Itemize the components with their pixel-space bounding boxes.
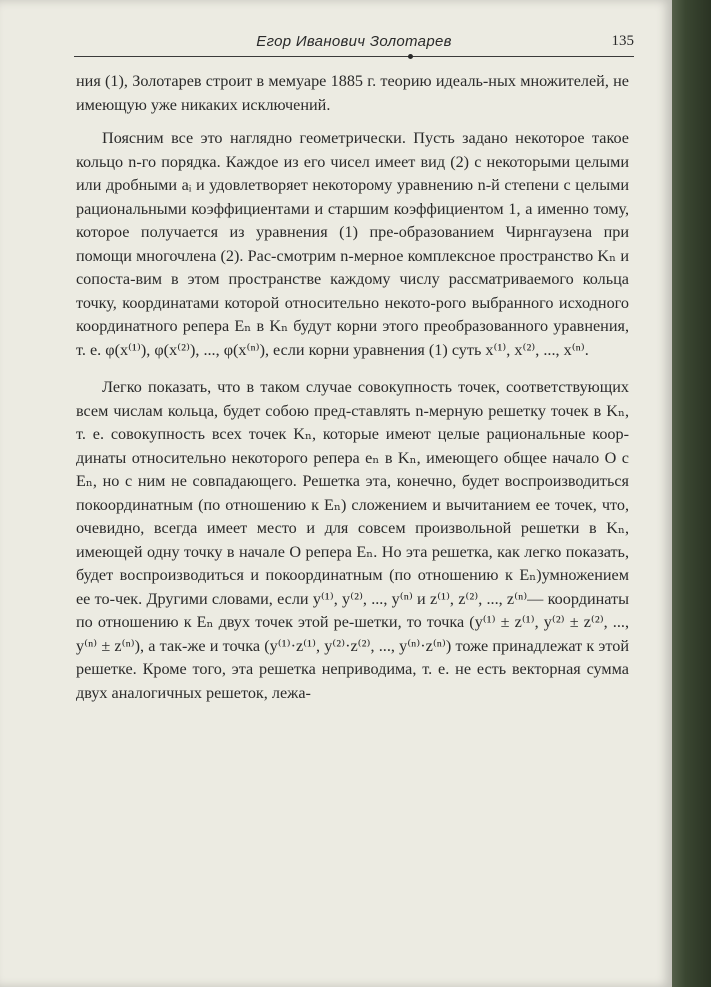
paragraph-lattice: Легко показать, что в таком случае совокупность точек, соответствующих всем числам кольца, будет собою пред-ставлять n-мерную решетку точек в Kₙ, т. е. совокупность всех точек Kₙ, которые имеют целые рациональные коор-динаты относительно некоторого репера eₙ в Kₙ, имеющего общее начало O с Eₙ, но с ним не совпадающего. Решетка эта, конечно, будет воспроизводиться покоординатным (по отношению к Eₙ) сложением и вычитанием ее точек, что, очевидно, всегда имеет место и для совсем произвольной решетки в Kₙ, имеющей одну точку в начале O репера Eₙ. Но эта решетка, как легко показать, будет воспроизводиться и покоординатным (по отношению к Eₙ)умножением ее то-чек. Другими словами, если y⁽¹⁾, y⁽²⁾, ..., y⁽ⁿ⁾ и z⁽¹⁾, z⁽²⁾, ..., z⁽ⁿ⁾— координаты по отношению к Eₙ двух точек этой ре-шетки, то точка (y⁽¹⁾ ± z⁽¹⁾, y⁽²⁾ ± z⁽²⁾, ..., y⁽ⁿ⁾ ± z⁽ⁿ⁾), а так-же и точка (y⁽¹⁾·z⁽¹⁾, y⁽²⁾·z⁽²⁾, ..., y⁽ⁿ⁾·z⁽ⁿ⁾) тоже принадлежат к этой решетке. Кроме того, эта решетка неприводима, т. е. не есть векторная сумма двух аналогичных решеток, лежа-	[76, 378, 629, 702]
book-edge	[672, 0, 711, 987]
page-body	[76, 70, 629, 705]
page-header	[74, 31, 634, 53]
page-number: 135	[611, 33, 634, 49]
paragraph-geometric-explanation: Поясним все это наглядно геометрически. Пусть задано некоторое такое кольцо n-го порядка. Каждое из его чисел имеет вид (2) с некоторыми целыми или дробными aᵢ и удовлетворяет некоторому уравнению n-й степени с целыми рациональными коэффициентами и старшим коэффициентом 1, а именно тому, которое получается из уравнения (1) пре-образованием Чирнгаузена при помощи многочлена (2). Рас-смотрим n-мерное комплексное пространство Kₙ и сопоста-вим в этом пространстве каждому числу рассматриваемого кольца точку, координатами которой относительно некото-рого выбранного исходного координатного репера Eₙ в Kₙ будут корни этого преобразованного уравнения, т. е. φ(x⁽¹⁾), φ(x⁽²⁾), ..., φ(x⁽ⁿ⁾), если корни уравнения (1) суть x⁽¹⁾, x⁽²⁾, ..., x⁽ⁿ⁾.	[76, 129, 629, 359]
header-rule	[74, 56, 634, 57]
header-rule-dot	[408, 54, 413, 59]
paragraph-continuation: ния (1), Золотарев строит в мемуаре 1885 г. теорию идеаль-ных множителей, не имеющую уже никаких исключений.	[76, 72, 629, 114]
running-title: Егор Иванович Золотарев	[256, 33, 452, 50]
